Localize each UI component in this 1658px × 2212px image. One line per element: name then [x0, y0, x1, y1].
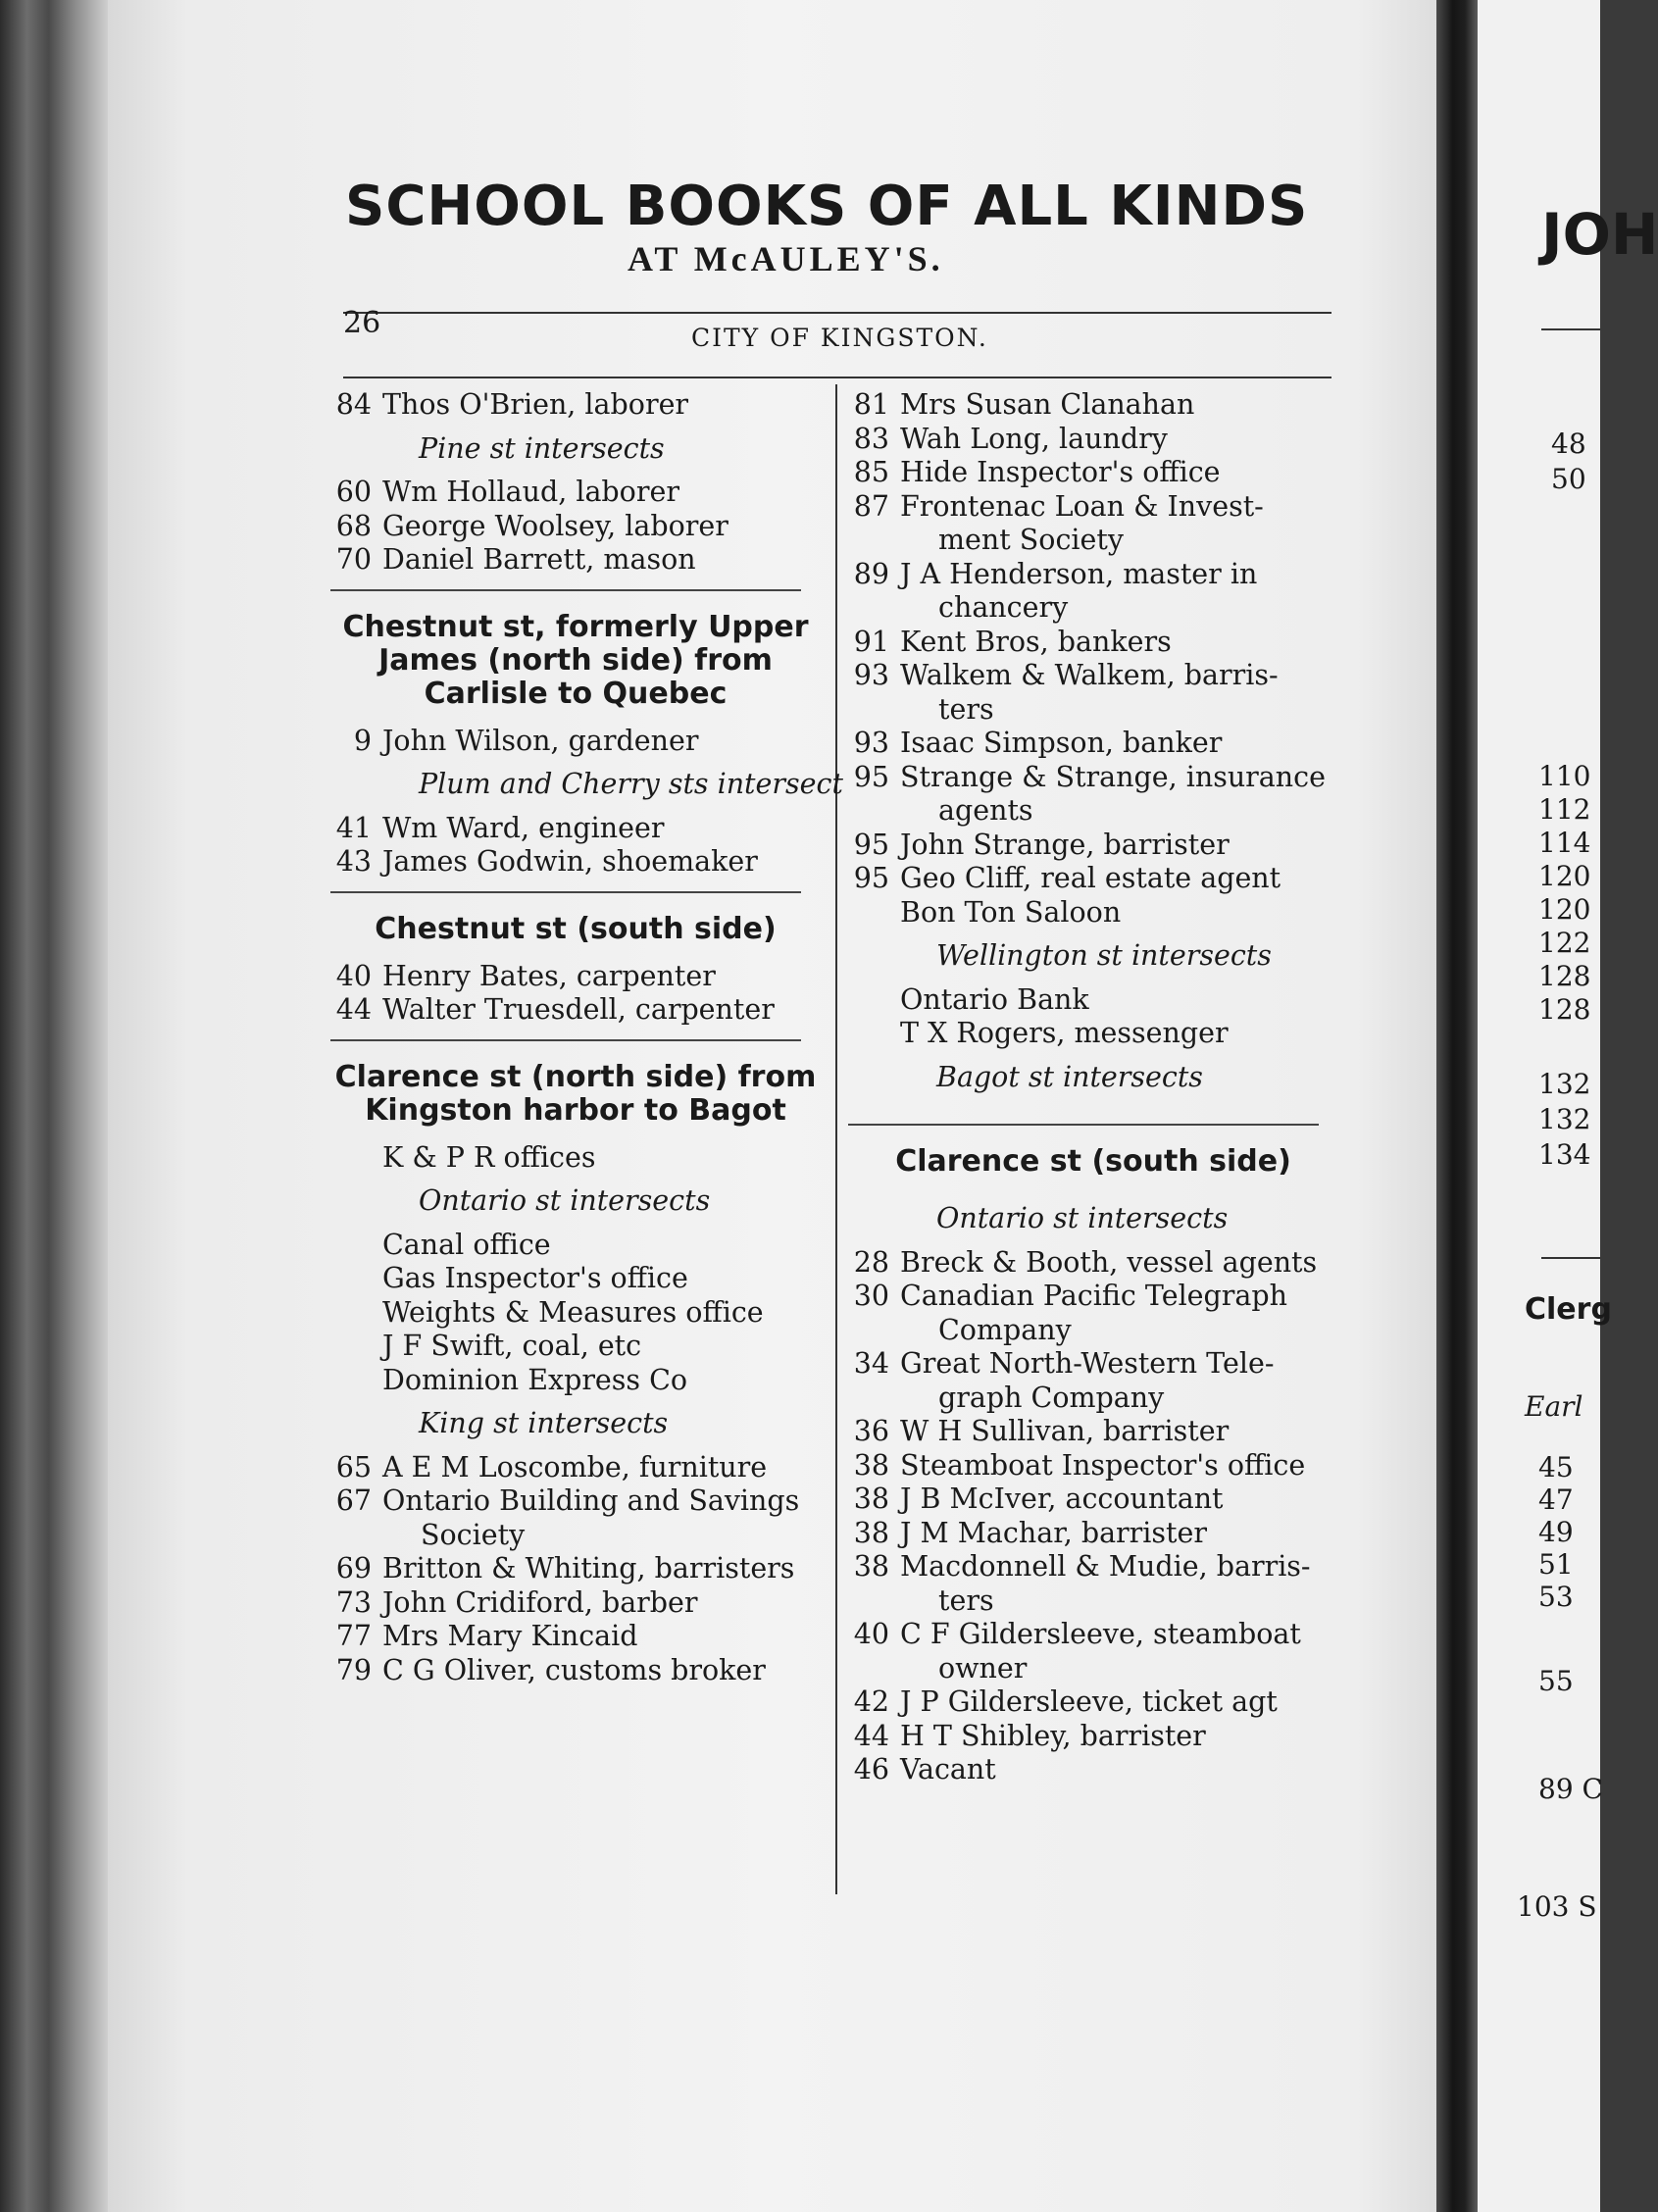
- text-line: Kingston harbor to Bagot: [365, 1092, 786, 1128]
- list-item: [848, 761, 1338, 795]
- entry-text: Wm Hollaud, laborer: [382, 476, 679, 508]
- list-item: [330, 1552, 821, 1586]
- running-head-rule: [343, 377, 1331, 378]
- street-heading: [330, 599, 821, 725]
- entry-continuation: Society: [421, 1518, 526, 1551]
- text-line: 132: [1538, 1103, 1591, 1135]
- list-item: [330, 1451, 821, 1485]
- entry-text: James Godwin, shoemaker: [382, 845, 758, 878]
- entry-continuation: chancery: [938, 591, 1069, 624]
- entry-text: Kent Bros, bankers: [900, 625, 1172, 658]
- house-number: 89: [853, 557, 889, 590]
- text-line: 128: [1538, 993, 1591, 1026]
- entry-text: H T Shibley, barrister: [900, 1719, 1206, 1752]
- entry-text: K & P R offices: [382, 1140, 596, 1174]
- entry-text: C F Gildersleeve, steamboat: [900, 1618, 1301, 1650]
- entry-text: T X Rogers, messenger: [900, 1017, 1229, 1049]
- list-item: [848, 1550, 1338, 1584]
- house-number: 95: [853, 828, 889, 861]
- entry-text: Canadian Pacific Telegraph: [900, 1280, 1288, 1312]
- list-item: [848, 388, 1338, 423]
- house-number: 30: [853, 1280, 889, 1312]
- text-line: 51: [1538, 1548, 1574, 1581]
- entry-text: Geo Cliff, real estate agent: [900, 862, 1281, 894]
- text-line: 134: [1538, 1138, 1591, 1171]
- advertisement-headline: SCHOOL BOOKS OF ALL KINDS: [345, 175, 1309, 238]
- intersection-note: Ontario st intersects: [419, 1184, 711, 1217]
- section-rule: [330, 589, 801, 591]
- entry-group: [330, 476, 821, 578]
- entry-text: Breck & Booth, vessel agents: [900, 1245, 1318, 1279]
- street-heading: [330, 901, 821, 960]
- text-line: 122: [1538, 927, 1591, 959]
- list-item: [848, 558, 1338, 592]
- house-number: 93: [853, 659, 889, 691]
- facing-page-number: 55: [1538, 1665, 1574, 1697]
- entry-text: Steamboat Inspector's office: [900, 1448, 1306, 1482]
- facing-page-rule: [1541, 1257, 1600, 1259]
- section-rule: [330, 891, 801, 893]
- entry-continuation: ment Society: [938, 524, 1124, 556]
- list-item: [848, 1618, 1338, 1652]
- entry-text: C G Oliver, customs broker: [382, 1653, 766, 1686]
- text-line: 49: [1538, 1516, 1574, 1548]
- house-number: 40: [853, 1618, 889, 1650]
- text-line: 112: [1538, 793, 1591, 826]
- house-number: 65: [335, 1450, 372, 1483]
- entry-group: [330, 812, 821, 880]
- entry-text: Bon Ton Saloon: [900, 895, 1122, 929]
- list-item: [330, 1141, 821, 1176]
- house-number: 83: [853, 422, 889, 455]
- entry-continuation: ters: [938, 1584, 994, 1617]
- text-line: 128: [1538, 960, 1591, 992]
- house-number: 95: [853, 862, 889, 894]
- facing-page-number: 89 C: [1538, 1773, 1603, 1805]
- entry-text: W H Sullivan, barrister: [900, 1415, 1230, 1447]
- text-line: 50: [1551, 463, 1586, 495]
- entry-text: Dominion Express Co: [382, 1363, 688, 1396]
- list-item: [848, 1517, 1338, 1551]
- facing-page-numbers: [1538, 760, 1590, 1027]
- text-line: Chestnut st, formerly Upper: [342, 609, 809, 644]
- entry-text: Henry Bates, carpenter: [382, 959, 716, 992]
- list-item: [330, 845, 821, 880]
- text-line: Clarence st (north side) from: [334, 1059, 817, 1094]
- list-item: [848, 1753, 1338, 1787]
- book-binding-edge: [0, 0, 108, 2212]
- entry-text: Walter Truesdell, carpenter: [382, 993, 775, 1026]
- list-item: [848, 1685, 1338, 1720]
- facing-page-numbers: [1538, 1067, 1590, 1173]
- facing-page-heading: Clerg: [1525, 1292, 1612, 1327]
- page-number: 26: [343, 306, 381, 340]
- house-number: 42: [853, 1685, 889, 1718]
- text-line: 120: [1538, 893, 1591, 926]
- list-item: [848, 1246, 1338, 1281]
- list-item: [330, 1484, 821, 1519]
- entry-group: [848, 1246, 1338, 1787]
- entry-continuation: agents: [938, 794, 1033, 827]
- list-item: [848, 896, 1338, 930]
- entry-text: Frontenac Loan & Invest-: [900, 489, 1264, 523]
- entry-text: J B McIver, accountant: [900, 1483, 1224, 1515]
- entry-group: [330, 388, 821, 423]
- list-item: [848, 423, 1338, 457]
- text-line: 53: [1538, 1581, 1574, 1613]
- house-number: 73: [335, 1585, 372, 1619]
- house-number: 44: [335, 993, 372, 1026]
- intersection-note: King st intersects: [419, 1407, 669, 1439]
- entry-text: Macdonnell & Mudie, barris-: [900, 1550, 1311, 1583]
- entry-text: J A Henderson, master in: [900, 557, 1258, 590]
- entry-text: Great North-Western Tele-: [900, 1347, 1275, 1380]
- list-item: [848, 456, 1338, 490]
- section-rule: [330, 1039, 801, 1041]
- list-item: [330, 993, 821, 1028]
- house-number: 43: [335, 845, 372, 878]
- entry-text: George Woolsey, laborer: [382, 509, 729, 542]
- list-item: [330, 725, 821, 759]
- column-divider: [835, 384, 837, 1894]
- facing-page-head: JOH: [1541, 201, 1658, 268]
- house-number: 79: [335, 1653, 372, 1686]
- entry-text: Wm Ward, engineer: [382, 811, 665, 844]
- list-item: [330, 543, 821, 578]
- house-number: 87: [853, 489, 889, 523]
- list-item: [330, 1586, 821, 1621]
- entry-text: Thos O'Brien, laborer: [382, 388, 689, 421]
- list-item: [848, 1017, 1338, 1051]
- entry-group: [330, 725, 821, 759]
- list-item: [848, 727, 1338, 761]
- text-line: 120: [1538, 860, 1591, 892]
- list-item: [848, 490, 1338, 525]
- house-number: [848, 896, 900, 930]
- list-item: [330, 1330, 821, 1364]
- house-number: 38: [853, 1448, 889, 1482]
- list-item: [330, 960, 821, 994]
- house-number: 77: [335, 1620, 372, 1652]
- list-item: [848, 862, 1338, 896]
- house-number: 44: [853, 1719, 889, 1752]
- entry-text: Weights & Measures office: [382, 1295, 764, 1329]
- entry-text: Strange & Strange, insurance: [900, 760, 1326, 793]
- text-line: Chestnut st (south side): [375, 911, 777, 946]
- list-item: [848, 626, 1338, 660]
- entry-text: Canal office: [382, 1228, 551, 1261]
- entry-text: Wah Long, laundry: [900, 422, 1168, 455]
- text-line: Clarence st (south side): [895, 1144, 1291, 1179]
- list-item: [330, 1620, 821, 1654]
- text-line: 45: [1538, 1451, 1574, 1483]
- intersection-note: Bagot st intersects: [936, 1060, 1203, 1093]
- entry-text: Ontario Building and Savings: [382, 1484, 800, 1517]
- street-heading: [330, 1049, 821, 1141]
- entry-text: Hide Inspector's office: [900, 456, 1221, 488]
- house-number: 67: [335, 1484, 372, 1517]
- house-number: 36: [853, 1415, 889, 1447]
- street-heading: [848, 1133, 1338, 1192]
- list-item: [848, 983, 1338, 1018]
- intersection-note: Pine st intersects: [419, 431, 665, 465]
- entry-text: Britton & Whiting, barristers: [382, 1552, 795, 1584]
- list-item: [848, 1483, 1338, 1517]
- house-number: 68: [335, 509, 372, 542]
- entry-text: Vacant: [900, 1753, 996, 1785]
- house-number: 91: [853, 625, 889, 658]
- facing-page-intersection: Earl: [1525, 1390, 1583, 1423]
- list-item: [330, 1364, 821, 1398]
- house-number: 85: [853, 456, 889, 488]
- house-number: 34: [853, 1347, 889, 1380]
- list-item: [848, 1347, 1338, 1382]
- entry-group: [330, 1451, 821, 1688]
- entry-continuation: graph Company: [938, 1381, 1165, 1414]
- house-number: 81: [853, 388, 889, 421]
- right-column: [848, 388, 1338, 1787]
- book-gutter: [1436, 0, 1478, 2212]
- entry-text: John Strange, barrister: [900, 828, 1230, 861]
- house-number: 28: [853, 1245, 889, 1279]
- entry-text: J P Gildersleeve, ticket agt: [900, 1685, 1278, 1718]
- text-line: 114: [1538, 827, 1591, 859]
- house-number: 40: [335, 959, 372, 992]
- entry-text: Daniel Barrett, mason: [382, 543, 696, 576]
- list-item: [848, 1280, 1338, 1314]
- list-item: [330, 812, 821, 846]
- list-item: [330, 1229, 821, 1263]
- entry-group: [330, 960, 821, 1028]
- text-line: 110: [1538, 760, 1591, 792]
- entry-continuation: Company: [938, 1313, 1072, 1346]
- entry-text: Mrs Mary Kincaid: [382, 1620, 638, 1652]
- list-item: [848, 1720, 1338, 1754]
- header-rule: [343, 312, 1331, 314]
- text-line: 47: [1538, 1483, 1574, 1516]
- list-item: [330, 388, 821, 423]
- list-item: [330, 1296, 821, 1331]
- house-number: 46: [853, 1753, 889, 1785]
- entry-continuation: ters: [938, 692, 994, 726]
- house-number: 9: [353, 724, 372, 757]
- list-item: [330, 1262, 821, 1296]
- intersection-note: Ontario st intersects: [936, 1202, 1229, 1234]
- house-number: 41: [335, 811, 372, 844]
- running-head: CITY OF KINGSTON.: [691, 324, 988, 352]
- section-rule: [848, 1124, 1319, 1126]
- text-line: James (north side) from: [378, 642, 773, 678]
- facing-page-numbers: [1551, 427, 1586, 497]
- house-number: 60: [335, 476, 372, 508]
- entry-text: John Cridiford, barber: [382, 1585, 698, 1619]
- house-number: 70: [335, 543, 372, 576]
- house-number: 84: [335, 388, 372, 421]
- entry-group: [330, 1229, 821, 1398]
- facing-page-number: 103 S: [1517, 1890, 1597, 1923]
- house-number: 95: [853, 760, 889, 793]
- list-item: [848, 659, 1338, 693]
- intersection-note: Plum and Cherry sts intersect: [419, 768, 843, 800]
- list-item: [330, 476, 821, 510]
- facing-page-rule: [1541, 328, 1600, 330]
- entry-text: A E M Loscombe, furniture: [382, 1450, 768, 1483]
- house-number: 38: [853, 1483, 889, 1515]
- house-number: 69: [335, 1552, 372, 1584]
- entry-text: Walkem & Walkem, barris-: [900, 659, 1279, 691]
- entry-text: J M Machar, barrister: [900, 1516, 1207, 1549]
- list-item: [848, 1449, 1338, 1483]
- house-number: 38: [853, 1550, 889, 1583]
- left-column: [330, 388, 843, 1687]
- house-number: 93: [853, 727, 889, 759]
- list-item: [848, 1415, 1338, 1449]
- house-number: 38: [853, 1516, 889, 1549]
- text-line: Carlisle to Quebec: [424, 676, 728, 711]
- entry-group: [848, 388, 1338, 930]
- facing-page-fragment: [1478, 0, 1658, 2212]
- list-item: [330, 1654, 821, 1688]
- text-line: 48: [1551, 427, 1586, 460]
- entry-text: Mrs Susan Clanahan: [900, 388, 1195, 421]
- entry-text: Gas Inspector's office: [382, 1262, 688, 1294]
- list-item: [848, 829, 1338, 863]
- entry-text: John Wilson, gardener: [382, 724, 699, 757]
- facing-page-numbers: [1538, 1451, 1574, 1613]
- advertisement-subline: AT McAULEY'S.: [628, 239, 944, 278]
- intersection-note: Wellington st intersects: [936, 939, 1272, 972]
- text-line: 132: [1538, 1068, 1591, 1100]
- entry-continuation: owner: [938, 1651, 1028, 1684]
- entry-text: Isaac Simpson, banker: [900, 727, 1223, 759]
- entry-text: J F Swift, coal, etc: [382, 1330, 642, 1362]
- entry-text: Ontario Bank: [900, 982, 1089, 1016]
- list-item: [330, 510, 821, 544]
- entry-group: [848, 983, 1338, 1051]
